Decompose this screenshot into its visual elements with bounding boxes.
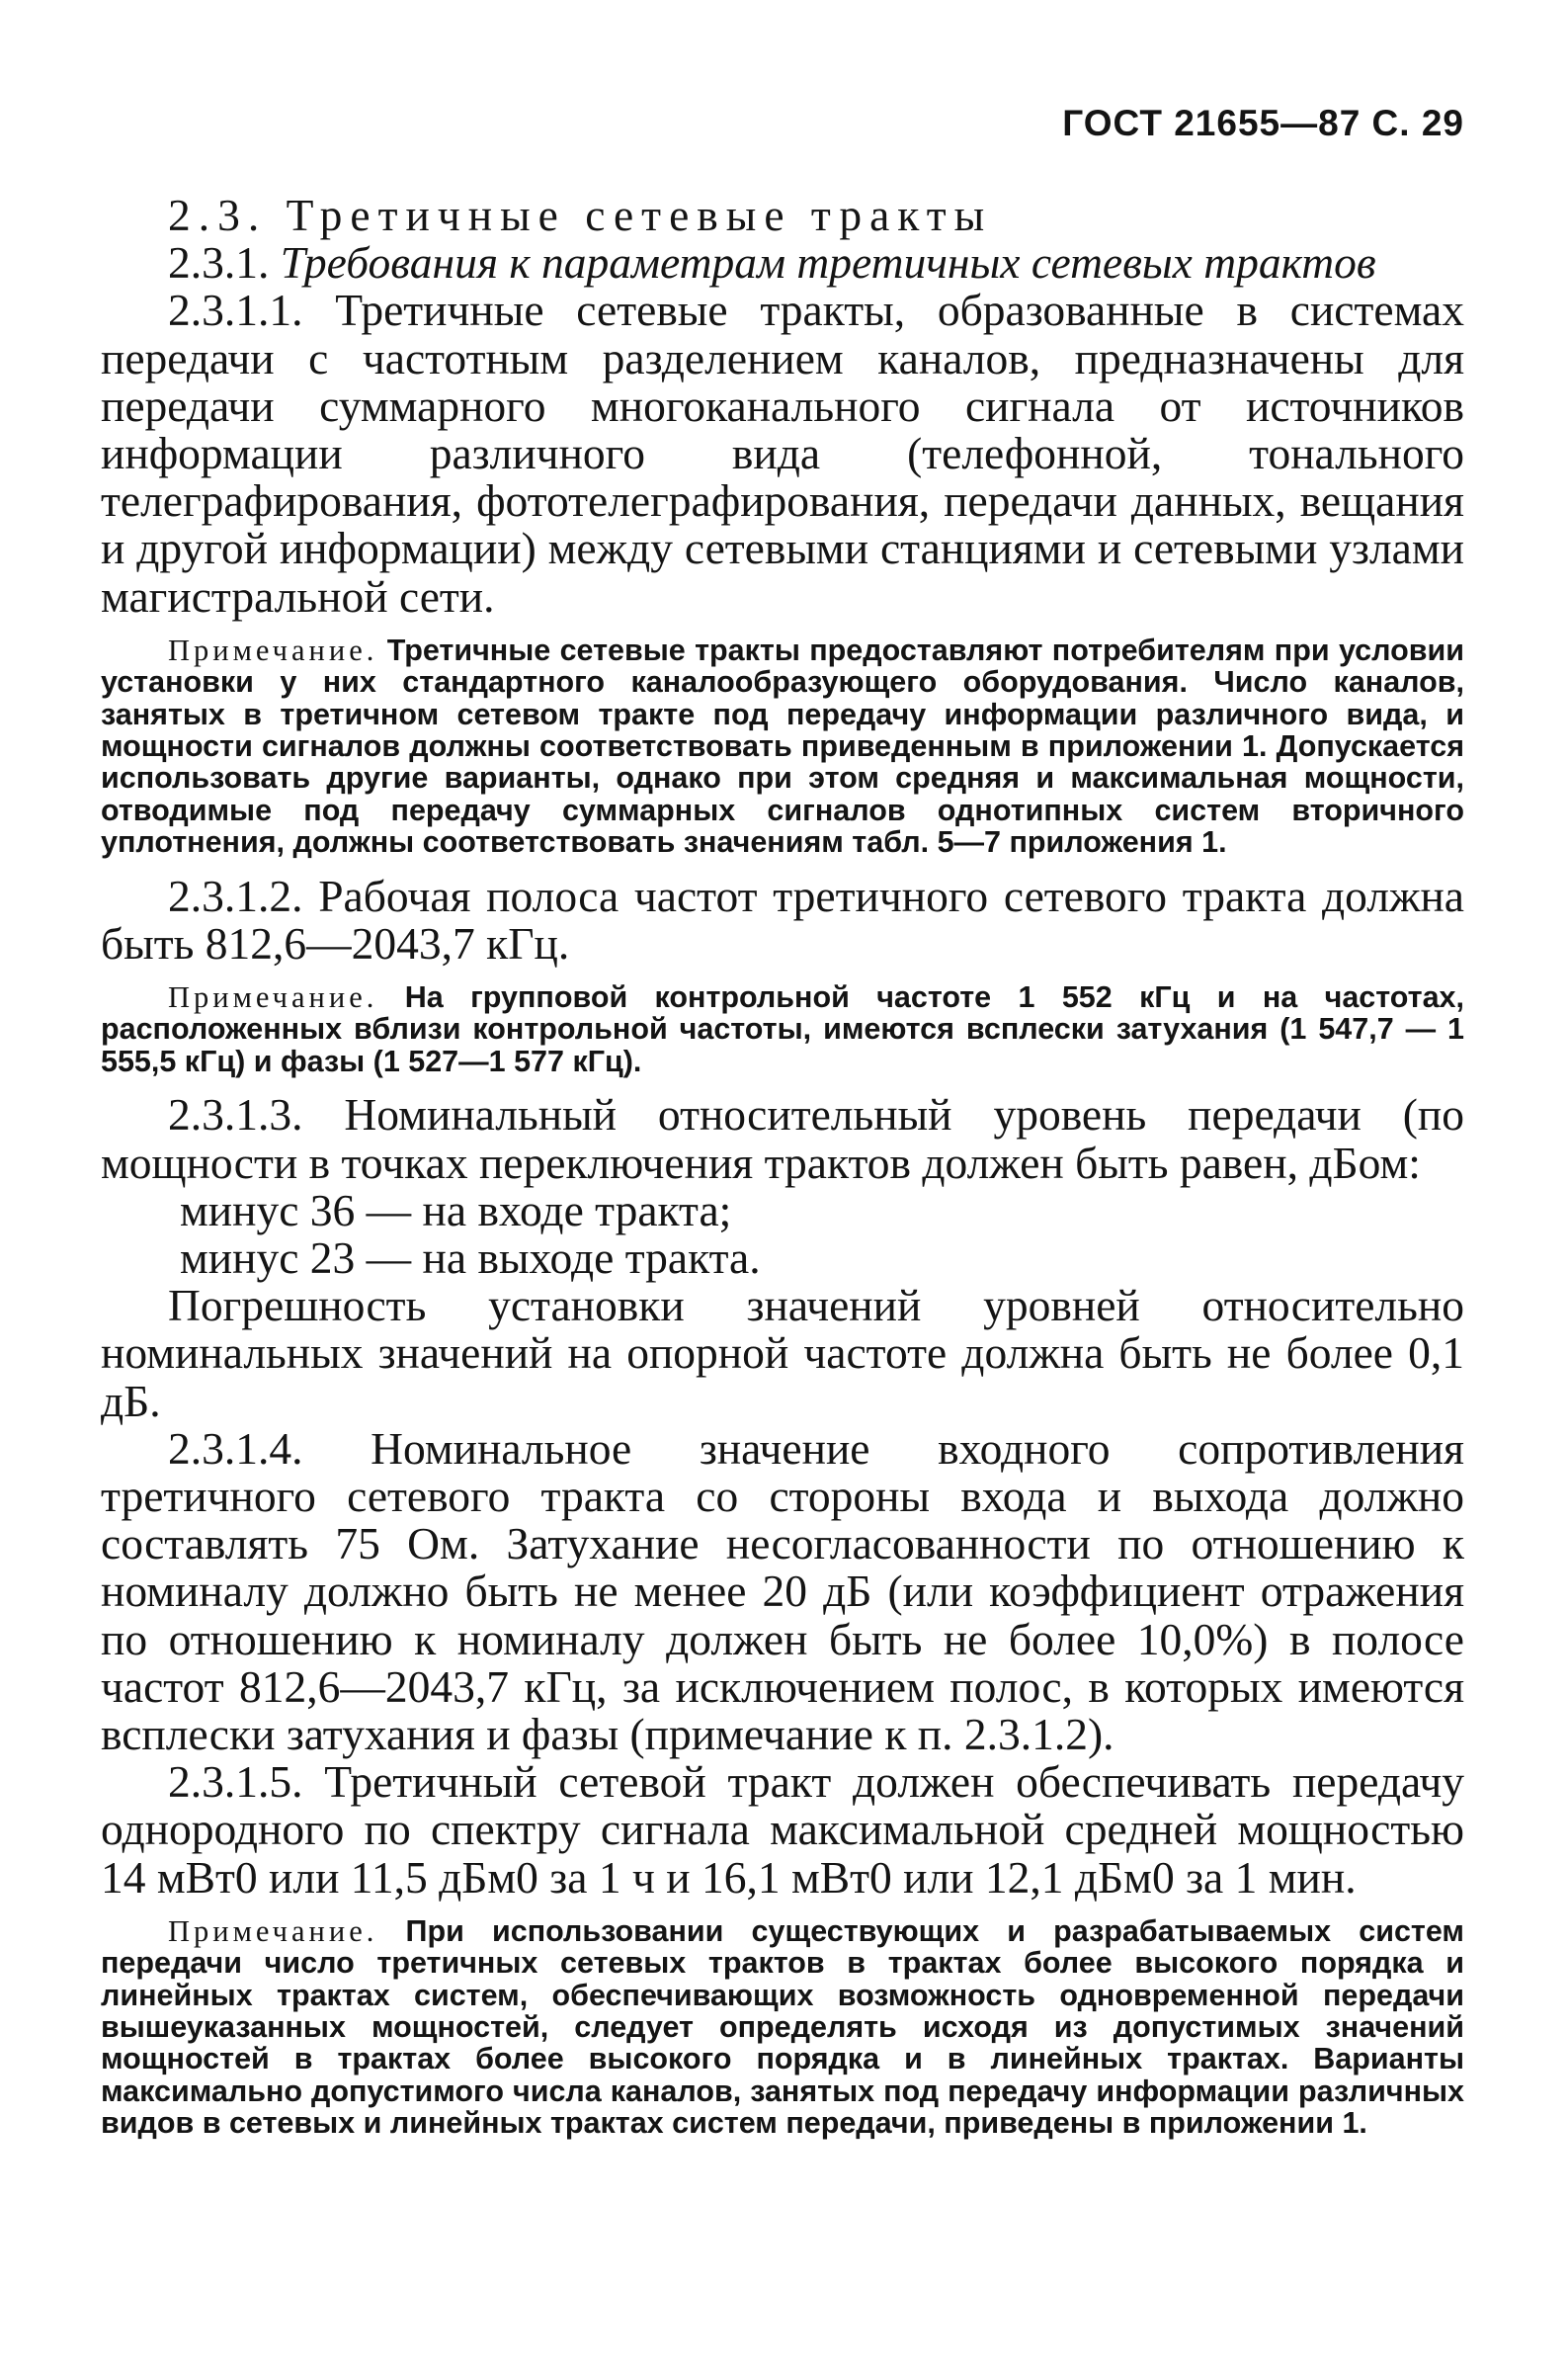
paragraph-2-3-1-4: 2.3.1.4. Номинальное значение входного сопротивления третичного сетевого тракта со стороны входа и выхода должно составлять 75 Ом. Затухание несогласованности по отношению к номиналу должно быть не менее 20 дБ (или коэффициент отражения по отношению к номиналу должен быть не более 10,0%) в полосе частот 812,6—2043,7 кГц, за исключением полос, в которых имеются всплески затухания и фазы (примечание к п. 2.3.1.2).	[101, 1422, 1464, 1759]
note-2-text: На групповой контрольной частоте 1 552 кГц и на частотах, расположенных вблизи контрольной частоты, имеются всплески затухания (1 547,7 — 1 555,5 кГц) и фазы (1 527—1 577 кГц).	[101, 980, 1464, 1078]
subsection-title: Требования к параметрам третичных сетевых трактов	[280, 237, 1376, 289]
note-label: Примечание.	[168, 633, 378, 667]
page-header: ГОСТ 21655—87 С. 29	[1062, 103, 1464, 143]
paragraph-2-3-1-2: 2.3.1.2. Рабочая полоса частот третичного сетевого тракта должна быть 812,6—2043,7 кГц.	[101, 870, 1464, 969]
page-content	[101, 192, 1464, 2140]
note-label: Примечание.	[168, 980, 378, 1015]
note-3-text: При использовании существующих и разрабатываемых систем передачи число третичных сетевых трактов в трактах более высокого порядка и линейных трактах систем, обеспечивающих возможность одновременной передачи вышеуказанных мощностей, следует определять исходя из допустимых значений мощностей в трактах более высокого порядка и в линейных трактах. Варианты максимально допустимого числа каналов, занятых под передачу информации различных видов в сетевых и линейных трактах систем передачи, приведены в приложении 1.	[101, 1913, 1464, 2141]
note-2	[101, 981, 1464, 1077]
paragraph-2-3-1-5: 2.3.1.5. Третичный сетевой тракт должен обеспечивать передачу однородного по спектру сигнала максимальной средней мощностью 14 мВт0 или 11,5 дБм0 за 1 ч и 16,1 мВт0 или 12,1 дБм0 за 1 мин.	[101, 1756, 1464, 1903]
subsection-heading	[101, 239, 1464, 287]
paragraph-2-3-1-3-tolerance: Погрешность установки значений уровней относительно номинальных значений на опорной частоте должна быть не более 0,1 дБ.	[101, 1280, 1464, 1426]
list-item: минус 23 — на выходе тракта.	[180, 1231, 761, 1283]
note-3	[101, 1915, 1464, 2140]
paragraph-2-3-1-3: 2.3.1.3. Номинальный относительный уровень передачи (по мощности в точках переключения трактов должен быть равен, дБом:	[101, 1089, 1464, 1188]
section-title: 2.3. Третичные сетевые тракты	[168, 190, 993, 240]
note-1-text: Третичные сетевые тракты предоставляют потребителям при условии установки у них стандартного каналообразующего оборудования. Число каналов, занятых в третичном сетевом тракте под передачу информации различного вида, и мощности сигналов должны соответствовать приведенным в приложении 1. Допускается использовать другие варианты, однако при этом средняя и максимальная мощности, отводимые под передачу суммарных сигналов однотипных систем вторичного уплотнения, должны соответствовать значениям табл. 5—7 приложения 1.	[101, 633, 1464, 860]
note-1	[101, 635, 1464, 859]
subsection-number: 2.3.1.	[168, 237, 270, 289]
note-label: Примечание.	[168, 1913, 378, 1948]
list-item: минус 36 — на входе тракта;	[180, 1184, 732, 1235]
paragraph-2-3-1-1: 2.3.1.1. Третичные сетевые тракты, образованные в системах передачи с частотным разделением каналов, предназначены для передачи суммарного многоканального сигнала от источников информации различного вида (телефонной, тонального телеграфирования, фототелеграфирования, передачи данных, вещания и другой информации) между сетевыми станциями и сетевыми узлами магистральной сети.	[101, 285, 1464, 622]
